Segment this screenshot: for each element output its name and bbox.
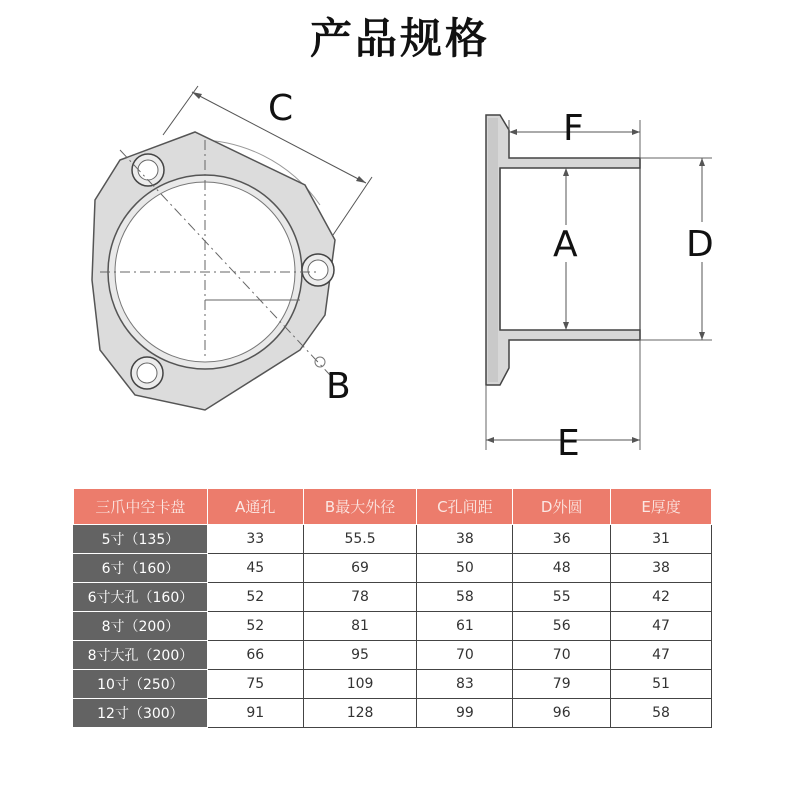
cell-c: 99	[417, 699, 513, 728]
cell-a: 75	[207, 670, 303, 699]
table-row	[74, 554, 712, 583]
header-c-hole-spacing: C孔间距	[417, 489, 513, 525]
cell-d: 48	[513, 554, 611, 583]
cell-e: 58	[611, 699, 712, 728]
dimension-label-d: D	[686, 224, 714, 265]
cell-a: 52	[207, 583, 303, 612]
cell-c: 50	[417, 554, 513, 583]
header-model: 三爪中空卡盘	[74, 489, 208, 525]
cell-b: 78	[303, 583, 417, 612]
cell-a: 33	[207, 525, 303, 554]
cell-e: 47	[611, 612, 712, 641]
cell-e: 47	[611, 641, 712, 670]
cell-d: 56	[513, 612, 611, 641]
dimension-label-e: E	[557, 423, 580, 464]
row-model: 8寸（200）	[74, 612, 208, 641]
cell-a: 91	[207, 699, 303, 728]
row-model: 10寸（250）	[74, 670, 208, 699]
dimension-label-a: A	[553, 224, 578, 265]
cell-a: 66	[207, 641, 303, 670]
table-row	[74, 525, 712, 554]
cell-c: 83	[417, 670, 513, 699]
cell-c: 70	[417, 641, 513, 670]
row-model: 5寸（135）	[74, 525, 208, 554]
header-d-outer-circle: D外圆	[513, 489, 611, 525]
cell-a: 45	[207, 554, 303, 583]
table-row	[74, 612, 712, 641]
cell-d: 55	[513, 583, 611, 612]
cell-c: 58	[417, 583, 513, 612]
cell-a: 52	[207, 612, 303, 641]
cell-c: 38	[417, 525, 513, 554]
spec-table	[73, 488, 712, 728]
cell-e: 31	[611, 525, 712, 554]
cell-b: 55.5	[303, 525, 417, 554]
flange-side-view	[486, 115, 712, 450]
dimension-label-b: B	[326, 366, 351, 407]
cell-b: 128	[303, 699, 417, 728]
dimension-label-c: C	[268, 88, 294, 129]
spec-table-header-row	[74, 489, 712, 525]
cell-b: 95	[303, 641, 417, 670]
cell-b: 109	[303, 670, 417, 699]
cell-b: 69	[303, 554, 417, 583]
dimension-label-f: F	[563, 108, 584, 149]
table-row	[74, 641, 712, 670]
cell-b: 81	[303, 612, 417, 641]
cell-c: 61	[417, 612, 513, 641]
cell-d: 70	[513, 641, 611, 670]
table-row	[74, 583, 712, 612]
row-model: 6寸大孔（160）	[74, 583, 208, 612]
header-e-thickness: E厚度	[611, 489, 712, 525]
header-b-max-diameter: B最大外径	[303, 489, 417, 525]
row-model: 8寸大孔（200）	[74, 641, 208, 670]
table-row	[74, 670, 712, 699]
flange-front-view	[92, 86, 372, 410]
cell-d: 36	[513, 525, 611, 554]
cell-e: 51	[611, 670, 712, 699]
cell-e: 38	[611, 554, 712, 583]
row-model: 6寸（160）	[74, 554, 208, 583]
row-model: 12寸（300）	[74, 699, 208, 728]
table-row	[74, 699, 712, 728]
cell-e: 42	[611, 583, 712, 612]
cell-d: 96	[513, 699, 611, 728]
cell-d: 79	[513, 670, 611, 699]
header-a-bore: A通孔	[207, 489, 303, 525]
page-title: 产品规格	[309, 14, 490, 63]
